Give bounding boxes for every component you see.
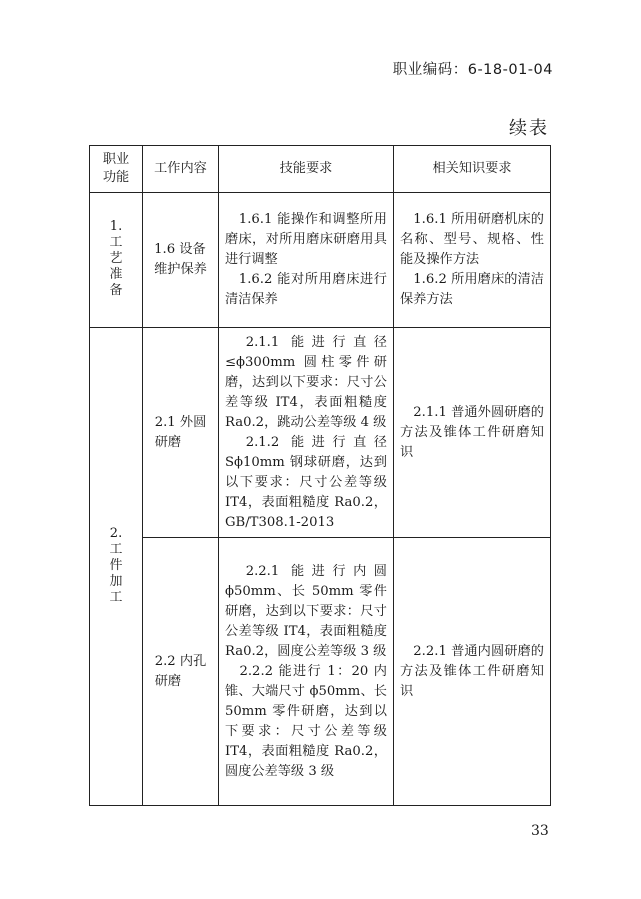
skills-table: [89, 145, 551, 806]
work-content-cell: 2.2 内孔 研磨: [143, 538, 219, 806]
knowledge-requirement-cell: 1.6.1 所用研磨机床的名称、型号、规格、性能及操作方法 1.6.2 所用磨床的清洁保养方法: [394, 193, 551, 328]
work-content-cell: 2.1 外圆 研磨: [143, 328, 219, 538]
category-label: 2. 工 件 加 工: [109, 525, 123, 605]
knowledge-requirement-cell: 2.2.1 普通内圆研磨的方法及锥体工件研磨知识: [394, 538, 551, 806]
column-header-skill: 技能要求: [219, 146, 394, 193]
table-header-row: [90, 146, 551, 193]
skill-requirement-cell: 2.1.1 能进行直径≤ϕ300mm 圆柱零件研磨，达到以下要求：尺寸公差等级 IT4，表面粗糙度 Ra0.2，跳动公差等级 4 级 2.1.2 能进行直径Sϕ10mm 钢球研磨，达到以下要求：尺寸公差等级 IT4，表面粗糙度 Ra0.2，GB/T308.1-2013: [219, 328, 394, 538]
knowledge-requirement-cell: 2.1.1 普通外圆研磨的方法及锥体工件研磨知识: [394, 328, 551, 538]
skill-requirement-cell: 1.6.1 能操作和调整所用磨床，对所用磨床研磨用具进行调整 1.6.2 能对所用磨床进行清洁保养: [219, 193, 394, 328]
column-header-content: 工作内容: [143, 146, 219, 193]
continued-label: 续表: [509, 118, 549, 139]
category-label: 1. 工 艺 准 备: [109, 219, 123, 298]
category-cell: [90, 328, 143, 806]
page-number: 33: [531, 823, 549, 839]
occupation-code: 职业编码：6-18-01-04: [392, 62, 553, 78]
table-row: [90, 538, 551, 806]
column-header-function: 职业 功能: [90, 146, 143, 193]
work-content-cell: 1.6 设备 维护保养: [143, 193, 219, 328]
skill-requirement-cell: 2.2.1 能进行内圆 ϕ50mm、长 50mm 零件研磨，达到以下要求：尺寸公差等级 IT4，表面粗糙度 Ra0.2，圆度公差等级 3 级 2.2.2 能进行 1：20 内锥、大端尺寸 ϕ50mm、长 50mm 零件研磨，达到以下要求：尺寸公差等级 IT4，表面粗糙度 Ra0.2，圆度公差等级 3 级: [219, 538, 394, 806]
column-header-knowledge: 相关知识要求: [394, 146, 551, 193]
table-row: [90, 328, 551, 538]
category-cell: [90, 193, 143, 328]
table-row: [90, 193, 551, 328]
